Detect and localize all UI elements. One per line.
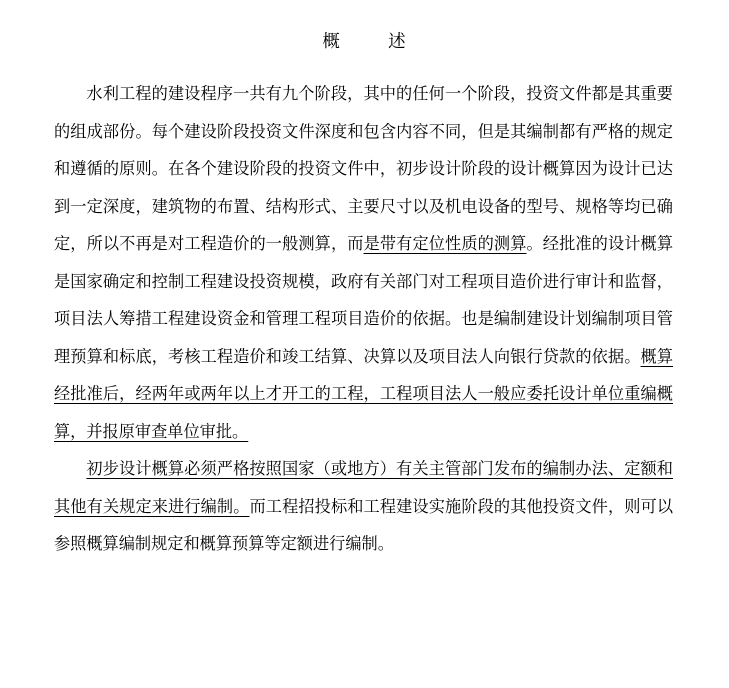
text-run-underlined: 初步设计概算必须严格按照国家（或地方）有关主管部门发布的编制办法、定额和其他有关规定来进行编制。 <box>54 459 673 516</box>
document-body <box>0 75 729 563</box>
text-run: 而工程招投标和工程建设实施阶段的其他投资文件，则可以参照概算编制规定和概算预算等定额进行编制。 <box>54 496 674 553</box>
document-page <box>0 28 729 688</box>
text-run: 。经批准的设计概算是国家确定和控制工程建设投资规模，政府有关部门对工程项目造价进行审计和监督，项目法人筹措工程建设资金和管理工程项目造价的依据。也是编制建设计划编制项目管理预算和标底，考核工程造价和竣工结算、决算以及项目法人向银行贷款的依据。 <box>54 234 674 366</box>
text-run-underlined: 是带有定位性质的测算 <box>363 234 527 253</box>
text-run-underlined: 概算经批准后，经两年或两年以上才开工的工程，工程项目法人一般应委托设计单位重编概算，并报原审查单位审批。 <box>54 346 674 441</box>
paragraph-1 <box>54 75 673 450</box>
text-run: 水利工程的建设程序一共有九个阶段，其中的任何一个阶段，投资文件都是其重要的组成部份。每个建设阶段投资文件深度和包含内容不同，但是其编制都有严格的规定和遵循的原则。在各个建设阶段的投资文件中，初步设计阶段的设计概算因为设计已达到一定深度，建筑物的布置、结构形式、主要尺寸以及机电设备的型号、规格等均已确定，所以不再是对工程造价的一般测算，而 <box>54 84 673 253</box>
page-title-left: 概 <box>322 32 341 52</box>
page-title-right: 述 <box>388 32 407 52</box>
paragraph-2 <box>54 450 673 563</box>
page-title <box>0 28 729 53</box>
